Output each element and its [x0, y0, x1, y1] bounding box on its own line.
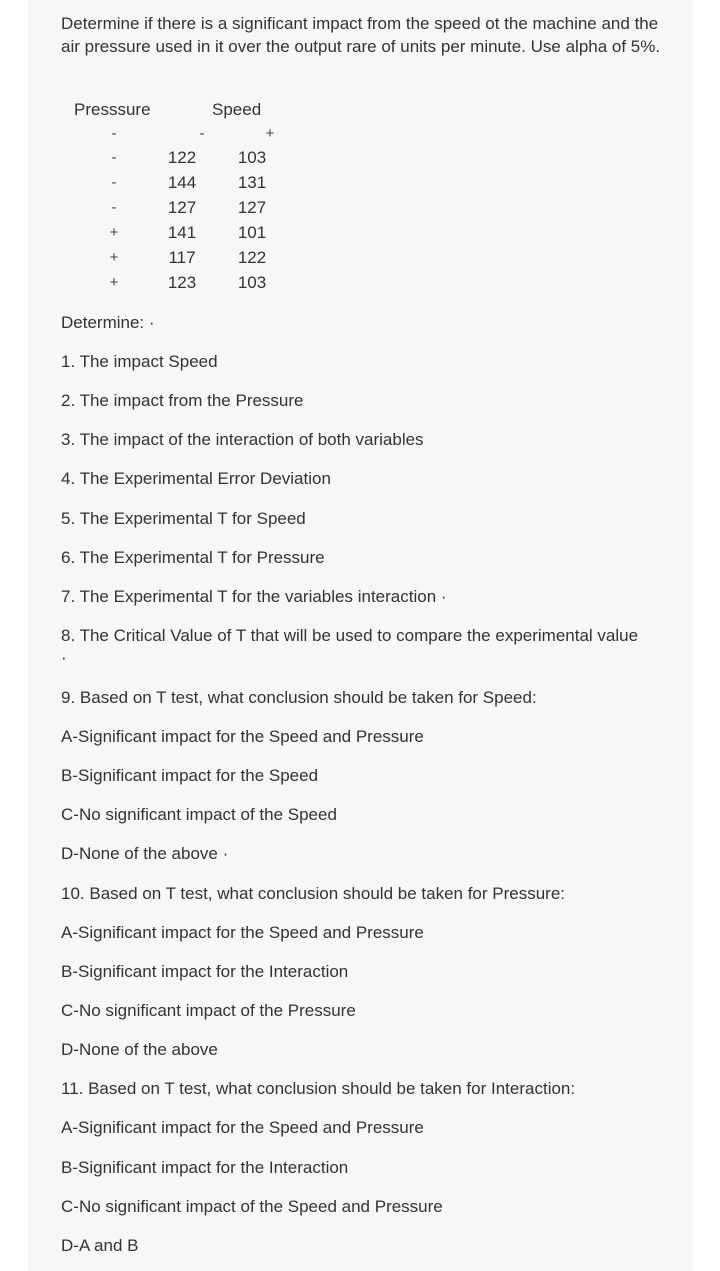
answer-option: B-Significant impact for the Interaction	[61, 962, 349, 981]
question-item: 2. The impact from the Pressure	[61, 391, 304, 410]
question-item: 7. The Experimental T for the variables interaction ·	[61, 587, 447, 606]
question-item: 1. The impact Speed	[61, 352, 218, 371]
table-row-pressure: +	[109, 224, 119, 241]
answer-option: B-Significant impact for the Speed	[61, 766, 319, 785]
table-row-pressure: -	[111, 174, 117, 191]
speed-header: Speed	[212, 100, 262, 119]
question-item: 4. The Experimental Error Deviation	[61, 469, 331, 488]
speed-minus-label: -	[199, 125, 205, 142]
table-cell-speed-minus: 141	[167, 223, 197, 242]
answer-option: A-Significant impact for the Speed and Pressure	[61, 923, 424, 942]
answer-option: C-No significant impact of the Pressure	[61, 1001, 356, 1020]
question-item: 6. The Experimental T for Pressure	[61, 548, 325, 567]
question-item: 9. Based on T test, what conclusion should be taken for Speed:	[61, 688, 537, 707]
table-cell-speed-plus: 101	[237, 223, 267, 242]
table-cell-speed-minus: 123	[167, 273, 197, 292]
question-item: 5. The Experimental T for Speed	[61, 509, 306, 528]
table-cell-speed-minus: 122	[167, 148, 197, 167]
question-item: 3. The impact of the interaction of both variables	[61, 430, 424, 449]
answer-option: A-Significant impact for the Speed and Pressure	[61, 1118, 424, 1137]
question-item: 8. The Critical Value of T that will be used to compare the experimental value ·	[61, 626, 639, 667]
answer-option: C-No significant impact of the Speed and Pressure	[61, 1197, 443, 1216]
problem-statement: Determine if there is a significant impact from the speed ot the machine and the air pressure used in it over the output rare of units per minute. Use alpha of 5%.	[61, 14, 661, 56]
table-cell-speed-plus: 103	[237, 148, 267, 167]
table-cell-speed-minus: 144	[167, 173, 197, 192]
table-cell-speed-plus: 127	[237, 198, 267, 217]
determine-heading: Determine: ·	[61, 313, 155, 332]
table-cell-speed-plus: 131	[237, 173, 267, 192]
pressure-sign-header-row: -	[111, 125, 117, 142]
answer-option: D-A and B	[61, 1236, 139, 1255]
answer-option: A-Significant impact for the Speed and Pressure	[61, 727, 424, 746]
answer-option: B-Significant impact for the Interaction	[61, 1158, 349, 1177]
question-item: 10. Based on T test, what conclusion should be taken for Pressure:	[61, 884, 566, 903]
table-cell-speed-plus: 122	[237, 248, 267, 267]
table-cell-speed-plus: 103	[237, 273, 267, 292]
table-cell-speed-minus: 117	[168, 248, 196, 267]
table-cell-speed-minus: 127	[167, 198, 197, 217]
table-row-pressure: +	[109, 249, 119, 266]
answer-option: D-None of the above ·	[61, 844, 229, 863]
answer-option: C-No significant impact of the Speed	[61, 805, 337, 824]
speed-plus-label: +	[265, 125, 275, 142]
table-row-pressure: +	[109, 274, 119, 291]
question-item: 11. Based on T test, what conclusion should be taken for Interaction:	[61, 1079, 576, 1098]
table-row-pressure: -	[111, 199, 117, 216]
pressure-header: Presssure	[74, 100, 151, 119]
table-row-pressure: -	[111, 149, 117, 166]
answer-option: D-None of the above	[61, 1040, 218, 1059]
